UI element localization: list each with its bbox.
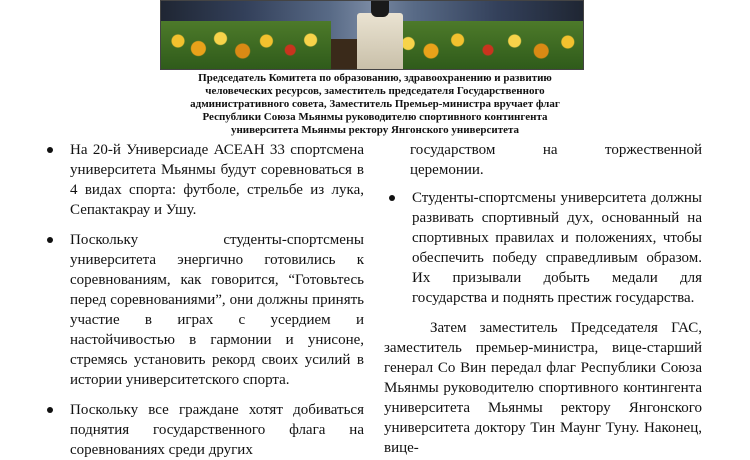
right-bullet-list <box>384 188 702 308</box>
continuation-line: государством на торжественной <box>410 142 702 158</box>
bullet-icon <box>47 237 53 243</box>
caption-line: административного совета, Заместитель Премьер-министра вручает флаг <box>190 98 560 110</box>
flower-arrangement-right <box>393 21 583 70</box>
caption-line: университета Мьянмы ректору Янгонского университета <box>230 124 520 136</box>
caption-line: Председатель Комитета по образованию, здравоохранению и развитию <box>198 72 552 84</box>
list-item <box>42 230 364 390</box>
right-column <box>384 140 702 458</box>
list-item <box>384 188 702 308</box>
caption-line: человеческих ресурсов, заместитель председателя Государственного <box>205 85 545 97</box>
podium <box>357 13 403 70</box>
left-column <box>42 140 364 460</box>
flower-arrangement-left <box>161 21 331 70</box>
list-item <box>42 140 364 220</box>
left-bullet-list <box>42 140 364 460</box>
ceremony-photo <box>160 0 584 70</box>
bullet-text: На 20-й Универсиаде АСЕАН 33 спортсмена университета Мьянмы будут соревноваться в 4 видах спорта: футболе, стрельбе из лука, Сепактакрау и Ушу. <box>70 142 364 218</box>
bullet-text: Поскольку все граждане хотят добиваться поднятия государственного флага на соревнованиях среди других <box>70 402 364 458</box>
caption-line: Республики Союза Мьянмы руководителю спортивного контингента <box>202 111 548 123</box>
bullet-icon <box>47 147 53 153</box>
list-item <box>42 400 364 460</box>
body-paragraph: Затем заместитель Председателя ГАС, заместитель премьер-министра, вице-старший генерал Со Вин передал флаг Республики Союза Мьянмы руководителю спортивного контингента университета Мьянмы ректору Янгонского университета доктору Тин Маунг Туну. Наконец, вице- <box>384 320 702 456</box>
bullet-text: Студенты-спортсмены университета должны развивать спортивный дух, основанный на спортивных правилах и положениях, чтобы обеспечить победу справедливым образом. Их призывали добыть медали для государства и поднять престиж государства. <box>412 190 702 306</box>
photo-caption <box>140 72 610 137</box>
continuation-line: церемонии. <box>410 162 484 178</box>
bullet-icon <box>47 407 53 413</box>
bullet-text: Поскольку студенты-спортсмены университета энергично готовились к соревнованиям, как говорится, “Готовьтесь перед соревнованиями”, они должны принять участие в играх с усердием и настойчивостью в гармонии и унисоне, стремясь установить рекорд своих усилий в истории университетского спорта. <box>70 232 364 388</box>
bullet-icon <box>389 195 395 201</box>
speaker-figure <box>371 1 389 17</box>
